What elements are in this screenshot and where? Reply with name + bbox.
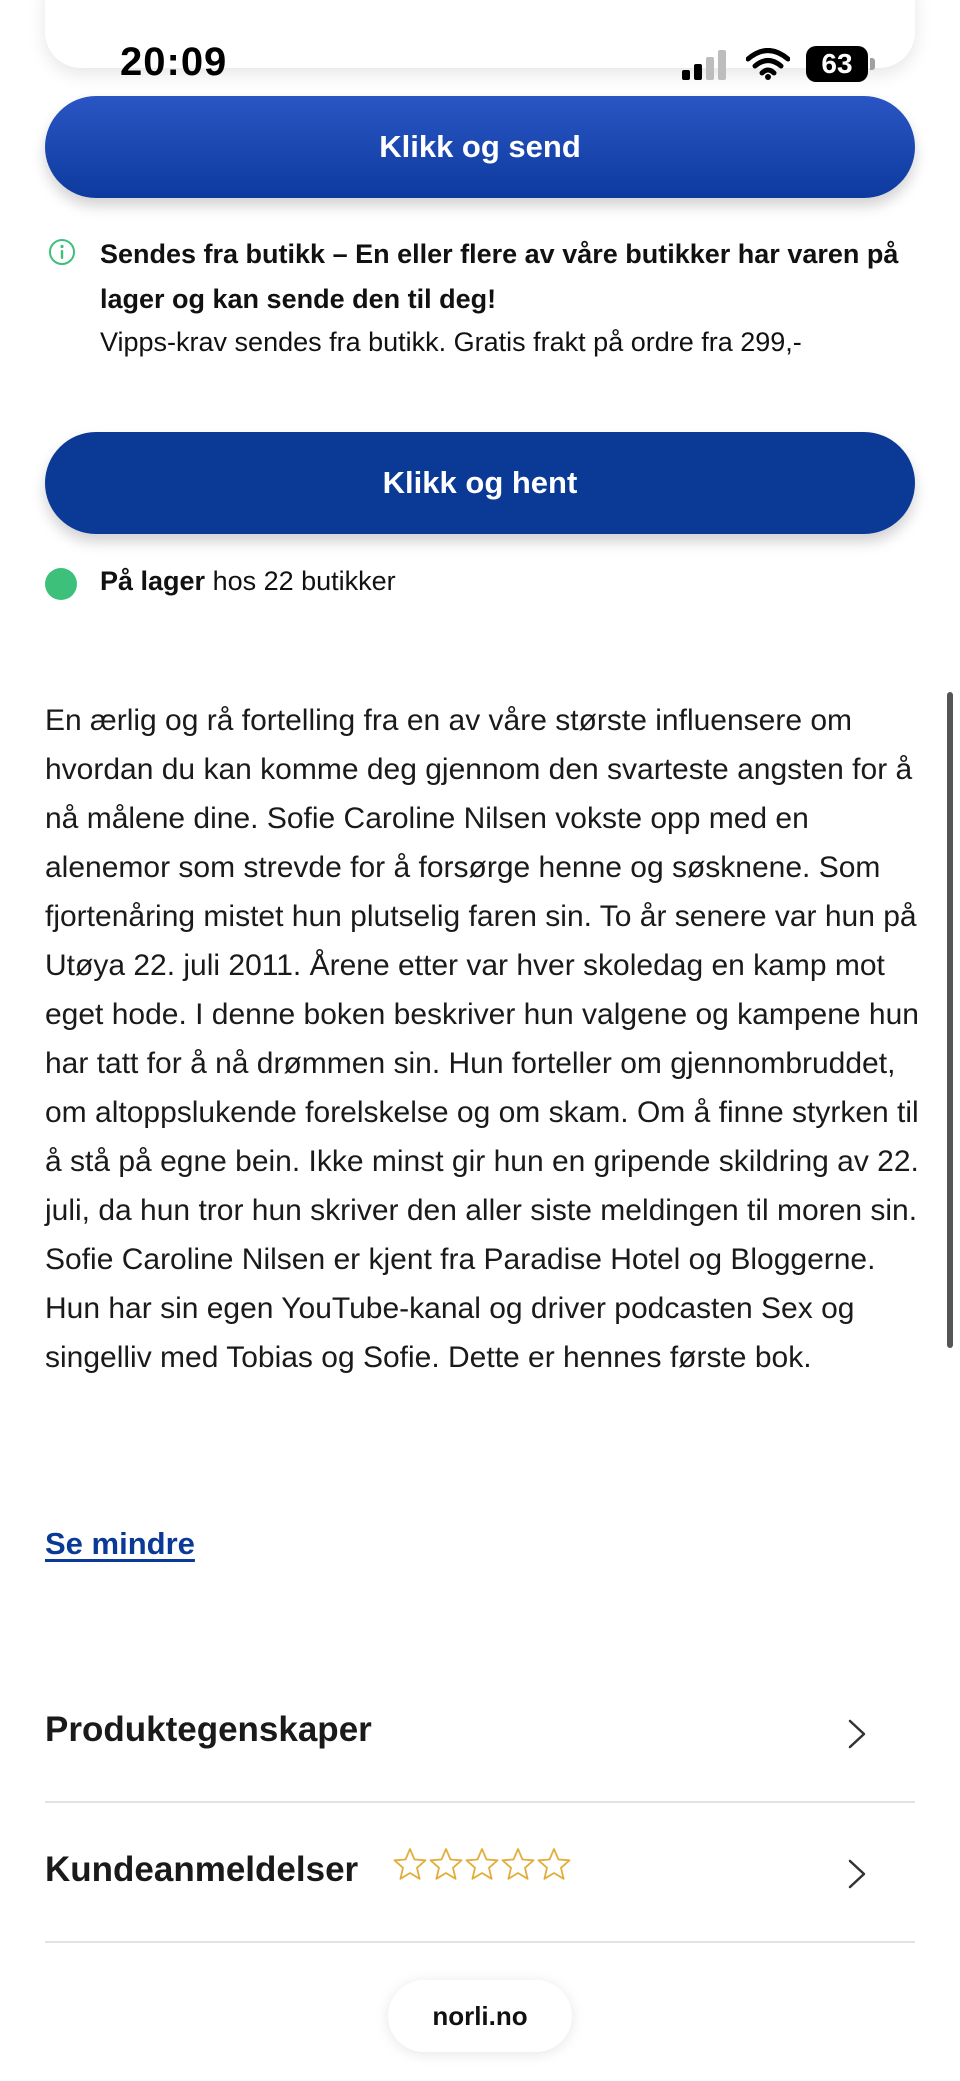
status-time: 20:09 — [120, 40, 228, 84]
star-icon — [537, 1847, 571, 1881]
divider — [45, 1941, 915, 1943]
wifi-icon — [746, 48, 790, 80]
info-icon — [48, 238, 76, 266]
click-and-collect-button[interactable]: Klikk og hent — [45, 432, 915, 534]
see-less-link[interactable]: Se mindre — [45, 1526, 195, 1561]
shipping-terms: Vipps-krav sendes fra butikk. Gratis frakt på ordre fra 299,- — [100, 327, 802, 357]
star-icon — [393, 1847, 427, 1881]
battery-tip — [870, 58, 875, 70]
stock-status — [100, 566, 396, 597]
in-stock-indicator-icon — [45, 568, 77, 600]
product-properties-row[interactable] — [45, 1663, 915, 1803]
battery-level: 63 — [821, 48, 853, 79]
star-rating — [393, 1847, 571, 1887]
ship-from-store-notice: Sendes fra butikk – En eller flere av våre butikker har varen på lager og kan sende den til deg! — [100, 239, 899, 314]
stock-status-label: På lager — [100, 566, 206, 596]
chevron-right-icon — [845, 1857, 869, 1891]
chevron-right-icon — [845, 1717, 869, 1751]
star-icon — [429, 1847, 463, 1881]
cellular-signal-icon — [680, 50, 730, 80]
stock-store-count: hos 22 butikker — [205, 566, 396, 596]
customer-reviews-title: Kundeanmeldelser — [45, 1850, 359, 1889]
product-properties-title: Produktegenskaper — [45, 1710, 372, 1749]
product-description: En ærlig og rå fortelling fra en av våre største influensere om hvordan du kan komme deg gjennom den svarteste angsten for å nå målene dine. Sofie Caroline Nilsen vokste opp med en alenemor som strevde for å forsørge henne og søsknene. Som fjortenåring mistet hun plutselig faren sin. To år senere var hun på Utøya 22. juli 2011. Årene etter var hver skoledag en kamp mot eget hode. I denne boken beskriver hun valgene og kampene hun har tatt for å nå drømmen sin. Hun forteller om gjennombruddet, om altoppslukende forelskelse og om skam. Om å finne styrken til å stå på egne bein. Ikke minst gir hun en gripende skildring av 22. juli, da hun tror hun skriver den aller siste meldingen til moren sin. Sofie Caroline Nilsen er kjent fra Paradise Hotel og Bloggerne. Hun har sin egen YouTube-kanal og driver podcasten Sex og singelliv med Tobias og Sofie. Dette er hennes første bok. — [45, 704, 919, 1374]
battery-icon — [806, 46, 876, 82]
star-icon — [501, 1847, 535, 1881]
status-bar — [0, 40, 960, 90]
click-and-send-button[interactable]: Klikk og send — [45, 96, 915, 198]
customer-reviews-row[interactable] — [45, 1803, 915, 1943]
scrollbar[interactable] — [947, 692, 953, 1348]
star-icon — [465, 1847, 499, 1881]
browser-url-bar[interactable]: norli.no — [388, 1980, 572, 2052]
